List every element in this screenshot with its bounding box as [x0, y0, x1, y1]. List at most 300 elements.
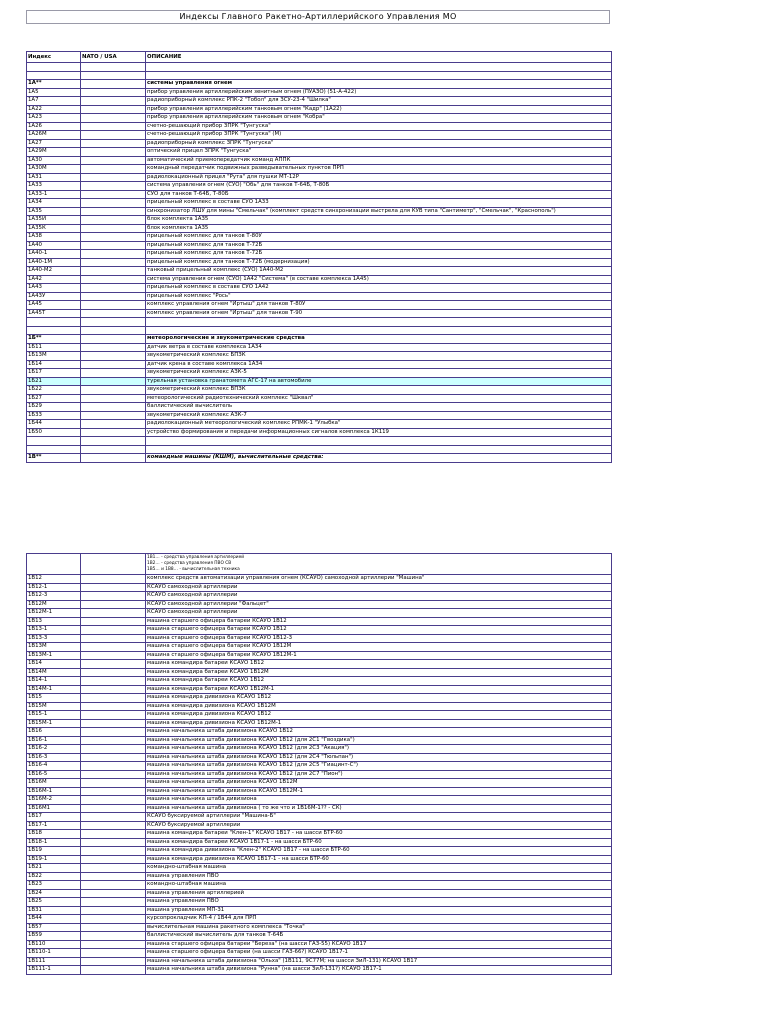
index-cell: 1В13М	[27, 643, 81, 652]
index-cell: 1В16М-1	[27, 787, 81, 796]
nato-cell	[81, 309, 146, 318]
description-cell: автоматический приемопередатчик команд АППК	[146, 156, 612, 165]
nato-cell	[81, 651, 146, 660]
description-cell: машина начальника штаба дивизиона ( то же что и 1В16М-1?? - СК)	[146, 804, 612, 813]
description-cell	[146, 326, 612, 335]
index-cell	[27, 318, 81, 327]
table-row	[27, 156, 612, 165]
table-row	[27, 403, 612, 412]
index-cell: 1А30М	[27, 165, 81, 174]
index-cell: 1В19-1	[27, 855, 81, 864]
description-cell: курсопрокладчик КП-4 / 1В44 для ПРП	[146, 915, 612, 924]
index-cell: 1Б44	[27, 420, 81, 429]
index-cell: 1В14	[27, 660, 81, 669]
description-cell: звукометрический комплекс АЗК-5	[146, 369, 612, 378]
index-cell: 1А23	[27, 114, 81, 123]
description-cell	[146, 63, 612, 72]
index-cell	[27, 63, 81, 72]
description-cell: машина командира дивизиона КСАУО 1В12М	[146, 702, 612, 711]
description-cell: оптический прицел ЗПРК "Тунгуска"	[146, 148, 612, 157]
nato-cell	[81, 267, 146, 276]
description-cell: прицельный комплекс "Рось"	[146, 292, 612, 301]
description-cell: счетно-решающий прибор ЗПРК "Тунгуска" (М)	[146, 131, 612, 140]
nato-cell	[81, 250, 146, 259]
index-cell: 1Б33	[27, 411, 81, 420]
description-cell	[146, 318, 612, 327]
index-cell: 1А7	[27, 97, 81, 106]
nato-cell	[81, 224, 146, 233]
nato-cell	[81, 957, 146, 966]
table-row	[27, 207, 612, 216]
table-row	[27, 199, 612, 208]
index-cell: 1В16М1	[27, 804, 81, 813]
table-row	[27, 173, 612, 182]
description-cell: машина начальника штаба дивизиона КСАУО 1В12 (для 2С1 "Гвоздика")	[146, 736, 612, 745]
nato-cell	[81, 343, 146, 352]
table-row	[27, 796, 612, 805]
nato-cell	[81, 454, 146, 463]
nato-cell	[81, 583, 146, 592]
table-row	[27, 428, 612, 437]
index-cell: 1В21	[27, 864, 81, 873]
description-cell: машина управления ПВО	[146, 898, 612, 907]
table-row	[27, 677, 612, 686]
nato-cell	[81, 906, 146, 915]
table-row	[27, 122, 612, 131]
header-nato: NATO / USA	[81, 52, 146, 63]
index-cell: 1А26М	[27, 131, 81, 140]
nato-cell	[81, 199, 146, 208]
table-row	[27, 660, 612, 669]
table-row	[27, 258, 612, 267]
index-cell: 1В13-1	[27, 626, 81, 635]
index-table-2	[26, 553, 612, 975]
index-cell: 1В14М	[27, 668, 81, 677]
description-cell: машина начальника штаба дивизиона КСАУО 1В12М-1	[146, 787, 612, 796]
nato-cell	[81, 165, 146, 174]
nato-cell	[81, 63, 146, 72]
description-cell: командно-штабная машина	[146, 881, 612, 890]
table-row	[27, 148, 612, 157]
description-cell: прибор управления артиллерийским зенитным огнем (ПУАЗО) (51-А-422)	[146, 88, 612, 97]
nato-cell	[81, 787, 146, 796]
index-cell: 1В57	[27, 923, 81, 932]
nato-cell	[81, 711, 146, 720]
description-cell: прицельный комплекс для танков Т-72Б (модернизация)	[146, 258, 612, 267]
index-cell: 1В44	[27, 915, 81, 924]
description-cell: машина начальника штаба дивизиона "Ольха" (1В111, 9С77М; на шасси ЗиЛ-131) КСАУО 1В17	[146, 957, 612, 966]
table-row	[27, 898, 612, 907]
nato-cell	[81, 753, 146, 762]
description-cell: машина старшего офицера батареи КСАУО 1В12-3	[146, 634, 612, 643]
description-cell: машина командира батареи "Клен-1" КСАУО 1В17 - на шасси БТР-60	[146, 830, 612, 839]
index-cell: 1А30	[27, 156, 81, 165]
description-cell: комплекс управления огнем "Иртыш" для танков Т-90	[146, 309, 612, 318]
header-index: Индекс	[27, 52, 81, 63]
table-row	[27, 694, 612, 703]
legend-line: 1В5… и 1В8… - вычислительная техника	[147, 567, 240, 572]
nato-cell	[81, 617, 146, 626]
description-cell: звукометрический комплекс БПЗК	[146, 352, 612, 361]
table-row	[27, 190, 612, 199]
nato-cell	[81, 233, 146, 242]
table-row	[27, 88, 612, 97]
table-row	[27, 437, 612, 446]
nato-cell	[81, 190, 146, 199]
index-cell: 1В12	[27, 575, 81, 584]
index-cell	[27, 437, 81, 446]
description-cell: машина начальника штаба дивизиона КСАУО 1В12 (для 2С5 "Гиацинт-С")	[146, 762, 612, 771]
index-cell: 1А29М	[27, 148, 81, 157]
index-cell: 1А33	[27, 182, 81, 191]
description-cell	[146, 445, 612, 454]
nato-cell	[81, 728, 146, 737]
table-row	[27, 250, 612, 259]
nato-cell	[81, 940, 146, 949]
index-cell: 1В12-3	[27, 592, 81, 601]
table-row	[27, 668, 612, 677]
description-cell: машина начальника штаба дивизиона КСАУО 1В12 (для 2С4 "Тюльпан")	[146, 753, 612, 762]
description-cell: датчик крена в составе комплекса 1А34	[146, 360, 612, 369]
description-cell: КСАУО самоходной артиллерии	[146, 592, 612, 601]
index-cell: 1В25	[27, 898, 81, 907]
table-row	[27, 284, 612, 293]
index-cell: 1А35И	[27, 216, 81, 225]
table-row	[27, 847, 612, 856]
description-cell: прицельный комплекс для танков Т-72Б	[146, 250, 612, 259]
table-row	[27, 787, 612, 796]
description-cell: звукометрический комплекс АЗК-7	[146, 411, 612, 420]
index-cell: 1В18-1	[27, 838, 81, 847]
table-row	[27, 940, 612, 949]
description-cell	[146, 71, 612, 80]
description-cell: КСАУО самоходной артиллерии	[146, 609, 612, 618]
table-row	[27, 830, 612, 839]
table-row	[27, 131, 612, 140]
index-cell: 1В13	[27, 617, 81, 626]
index-cell: 1В14М-1	[27, 685, 81, 694]
description-cell: машина командира батареи КСАУО 1В12	[146, 660, 612, 669]
index-cell: 1Б17	[27, 369, 81, 378]
nato-cell	[81, 660, 146, 669]
index-cell: 1В23	[27, 881, 81, 890]
table-row	[27, 643, 612, 652]
table-row	[27, 617, 612, 626]
description-cell: вычислительная машина ракетного комплекса "Точка"	[146, 923, 612, 932]
index-cell	[27, 71, 81, 80]
index-cell: 1А40	[27, 241, 81, 250]
table-row	[27, 804, 612, 813]
index-cell: 1А31	[27, 173, 81, 182]
index-cell: 1В16-1	[27, 736, 81, 745]
table-row	[27, 411, 612, 420]
index-cell: 1В18	[27, 830, 81, 839]
nato-cell	[81, 838, 146, 847]
table-row	[27, 762, 612, 771]
description-cell: машина начальника штаба дивизиона КСАУО 1В12М	[146, 779, 612, 788]
nato-cell	[81, 275, 146, 284]
nato-cell	[81, 292, 146, 301]
table-row	[27, 216, 612, 225]
table-row	[27, 241, 612, 250]
table-row	[27, 702, 612, 711]
description-cell: система управления огнем (СУО) "Обь" для танков Т-64Б, Т-80Б	[146, 182, 612, 191]
index-cell: 1В16М-2	[27, 796, 81, 805]
table-row	[27, 736, 612, 745]
description-cell: блок комплекта 1А35	[146, 224, 612, 233]
description-cell: КСАУО буксируемой артиллерии "Машина-Б"	[146, 813, 612, 822]
description-cell: машина командира батареи КСАУО 1В12М-1	[146, 685, 612, 694]
description-cell: метеорологические и звукометрические средства	[146, 335, 612, 344]
table-row	[27, 728, 612, 737]
description-cell: машина старшего офицера батареи "Береза" (на шасси ГАЗ-55) КСАУО 1В17	[146, 940, 612, 949]
index-cell: 1А43	[27, 284, 81, 293]
description-cell: машина старшего офицера батареи КСАУО 1В12	[146, 626, 612, 635]
nato-cell	[81, 685, 146, 694]
table-row	[27, 592, 612, 601]
description-cell: машина старшего офицера батареи КСАУО 1В12	[146, 617, 612, 626]
table-row	[27, 923, 612, 932]
index-cell: 1А40-1М	[27, 258, 81, 267]
index-cell: 1А27	[27, 139, 81, 148]
description-cell: прицельный комплекс для танков Т-80У	[146, 233, 612, 242]
index-table-1	[26, 51, 612, 463]
nato-cell	[81, 719, 146, 728]
table-row	[27, 445, 612, 454]
nato-cell	[81, 403, 146, 412]
table-row	[27, 583, 612, 592]
nato-cell	[81, 335, 146, 344]
nato-cell	[81, 770, 146, 779]
nato-cell	[81, 847, 146, 856]
table-row	[27, 267, 612, 276]
nato-cell	[81, 360, 146, 369]
index-cell: 1В16	[27, 728, 81, 737]
index-cell: 1В110	[27, 940, 81, 949]
index-cell: 1Б27	[27, 394, 81, 403]
description-cell: машина управления ПВО	[146, 872, 612, 881]
description-cell: прицельный комплекс для танков Т-72Б	[146, 241, 612, 250]
legend-line: 1В1… - средства управления артиллерией	[147, 555, 245, 560]
table-row	[27, 609, 612, 618]
nato-cell	[81, 830, 146, 839]
index-cell: 1В17-1	[27, 821, 81, 830]
index-cell: 1А33-1	[27, 190, 81, 199]
description-cell	[146, 437, 612, 446]
index-cell: 1В12-1	[27, 583, 81, 592]
nato-cell	[81, 736, 146, 745]
nato-cell	[81, 949, 146, 958]
nato-cell	[81, 326, 146, 335]
nato-cell	[81, 745, 146, 754]
table-row	[27, 770, 612, 779]
nato-cell	[81, 702, 146, 711]
nato-cell	[81, 694, 146, 703]
nato-cell	[81, 932, 146, 941]
table-row	[27, 753, 612, 762]
nato-cell	[81, 804, 146, 813]
nato-cell	[81, 386, 146, 395]
table-header-row	[27, 52, 612, 63]
table-row	[27, 301, 612, 310]
nato-cell	[81, 88, 146, 97]
nato-cell	[81, 352, 146, 361]
nato-cell	[81, 889, 146, 898]
nato-cell	[81, 105, 146, 114]
index-cell: 1А42	[27, 275, 81, 284]
index-cell: 1Б21	[27, 377, 81, 386]
nato-cell	[81, 600, 146, 609]
nato-cell	[81, 821, 146, 830]
index-cell: 1В12М-1	[27, 609, 81, 618]
description-cell: машина начальника штаба дивизиона КСАУО 1В12	[146, 728, 612, 737]
description-cell: звукометрический комплекс ВПЗК	[146, 386, 612, 395]
description-cell: метеорологический радиотехнический комплекс "Шквал"	[146, 394, 612, 403]
nato-cell	[81, 575, 146, 584]
nato-cell	[81, 677, 146, 686]
table-row	[27, 369, 612, 378]
index-cell	[27, 326, 81, 335]
nato-cell	[81, 592, 146, 601]
description-cell: КСАУО буксируемой артиллерии	[146, 821, 612, 830]
index-cell: 1А35	[27, 207, 81, 216]
legend-line: 1В2… - средства управления ПВО СВ	[147, 561, 232, 566]
legend-note	[146, 554, 612, 575]
table-row	[27, 626, 612, 635]
table-row	[27, 932, 612, 941]
nato-cell	[81, 898, 146, 907]
description-cell: комплекс управления огнем "Иртыш" для танков Т-80У	[146, 301, 612, 310]
table-row	[27, 813, 612, 822]
index-cell: 1Б22	[27, 386, 81, 395]
description-cell: командные машины (КШМ), вычислительные средства:	[146, 454, 612, 463]
nato-cell	[81, 207, 146, 216]
index-cell: 1А43У	[27, 292, 81, 301]
index-cell: 1А5	[27, 88, 81, 97]
nato-cell	[81, 813, 146, 822]
table-row	[27, 915, 612, 924]
description-cell: КСАУО самоходной артиллерии "Фальцет"	[146, 600, 612, 609]
index-cell: 1А38	[27, 233, 81, 242]
table-row	[27, 275, 612, 284]
description-cell: системы управления огнем	[146, 80, 612, 89]
description-cell: радиоприборный комплекс ЗПРК "Тунгуска"	[146, 139, 612, 148]
table-row	[27, 139, 612, 148]
table-row	[27, 309, 612, 318]
description-cell: комплекс средств автоматизации управления огнем (КСАУО) самоходной артиллерии "Машина"	[146, 575, 612, 584]
index-cell: 1В19	[27, 847, 81, 856]
index-cell: 1В16-2	[27, 745, 81, 754]
nato-cell	[81, 122, 146, 131]
table-row	[27, 386, 612, 395]
nato-cell	[81, 411, 146, 420]
description-cell: машина начальника штаба дивизиона КСАУО 1В12 (для 2С3 "Акация")	[146, 745, 612, 754]
nato-cell	[81, 377, 146, 386]
index-cell: 1В13-3	[27, 634, 81, 643]
nato-cell	[81, 258, 146, 267]
table-row	[27, 855, 612, 864]
index-cell: 1Б14	[27, 360, 81, 369]
description-cell: танковый прицельный комплекс (СУО) 1А40-М2	[146, 267, 612, 276]
nato-cell	[81, 609, 146, 618]
index-cell: 1А22	[27, 105, 81, 114]
table-row	[27, 872, 612, 881]
index-cell: 1Б13М	[27, 352, 81, 361]
nato-cell	[81, 762, 146, 771]
table-row	[27, 343, 612, 352]
index-cell: 1А45	[27, 301, 81, 310]
nato-cell	[81, 139, 146, 148]
index-cell: 1В**	[27, 454, 81, 463]
table-row	[27, 224, 612, 233]
nato-cell	[81, 80, 146, 89]
index-cell: 1Б50	[27, 428, 81, 437]
description-cell: машина командира батареи КСАУО 1В17-1 - на шасси БТР-60	[146, 838, 612, 847]
nato-cell	[81, 420, 146, 429]
description-cell: машина командира дивизиона КСАУО 1В12	[146, 711, 612, 720]
index-cell: 1В14-1	[27, 677, 81, 686]
nato-cell	[81, 915, 146, 924]
index-cell: 1В16-5	[27, 770, 81, 779]
table-row	[27, 63, 612, 72]
description-cell: баллистический вычислитель	[146, 403, 612, 412]
description-cell: машина командира дивизиона КСАУО 1В17-1 - на шасси БТР-60	[146, 855, 612, 864]
table-row	[27, 966, 612, 975]
table-row	[27, 71, 612, 80]
description-cell: машина старшего офицера батареи (на шасси ГАЗ-66?) КСАУО 1В17-1	[146, 949, 612, 958]
table-row	[27, 377, 612, 386]
nato-cell	[81, 114, 146, 123]
table-row	[27, 745, 612, 754]
nato-cell	[81, 241, 146, 250]
table-row	[27, 600, 612, 609]
nato-cell	[81, 131, 146, 140]
nato-cell	[81, 445, 146, 454]
index-cell: 1А35К	[27, 224, 81, 233]
table-row	[27, 97, 612, 106]
nato-cell	[81, 394, 146, 403]
index-cell: 1В24	[27, 889, 81, 898]
table-row	[27, 80, 612, 89]
nato-cell	[81, 71, 146, 80]
table-row	[27, 335, 612, 344]
index-cell: 1В16М	[27, 779, 81, 788]
nato-cell	[81, 643, 146, 652]
index-cell: 1В15-1	[27, 711, 81, 720]
description-cell: прибор управления артиллерийским танковым огнем "Кадр" (1А22)	[146, 105, 612, 114]
table-row	[27, 651, 612, 660]
header-description: ОПИСАНИЕ	[146, 52, 612, 63]
description-cell: прицельный комплекс в составе СУО 1А33	[146, 199, 612, 208]
description-cell: синхронизатор ЛШУ для мины "Смельчак" (комплект средств синхронизации выстрела для КУВ типа "Сантиметр", "Смельчак", "Краснополь")	[146, 207, 612, 216]
table-row	[27, 889, 612, 898]
description-cell: машина командира батареи КСАУО 1В12М	[146, 668, 612, 677]
page-title: Индексы Главного Ракетно-Артиллерийского Управления МО	[26, 10, 610, 24]
description-cell: радиолокационный прицел "Рута" для пушки МТ-12Р	[146, 173, 612, 182]
nato-cell	[81, 966, 146, 975]
table-row	[27, 906, 612, 915]
nato-cell	[81, 428, 146, 437]
description-cell: радиоприборный комплекс РПК-2 "Тобол" для ЗСУ-23-4 "Шилка"	[146, 97, 612, 106]
index-cell: 1А34	[27, 199, 81, 208]
description-cell: СУО для танков Т-64Б, Т-80Б	[146, 190, 612, 199]
description-cell: машина начальника штаба дивизиона КСАУО 1В12 (для 2С7 "Пион")	[146, 770, 612, 779]
nato-cell	[81, 779, 146, 788]
description-cell: машина начальника штаба дивизиона "Рунна" (на шасси ЗиЛ-131?) КСАУО 1В17-1	[146, 966, 612, 975]
description-cell: баллистический вычислитель для танков Т-64Б	[146, 932, 612, 941]
description-cell: система управления огнем (СУО) 1А42 "Система" (в составе комплекса 1А45)	[146, 275, 612, 284]
index-cell: 1В13М-1	[27, 651, 81, 660]
